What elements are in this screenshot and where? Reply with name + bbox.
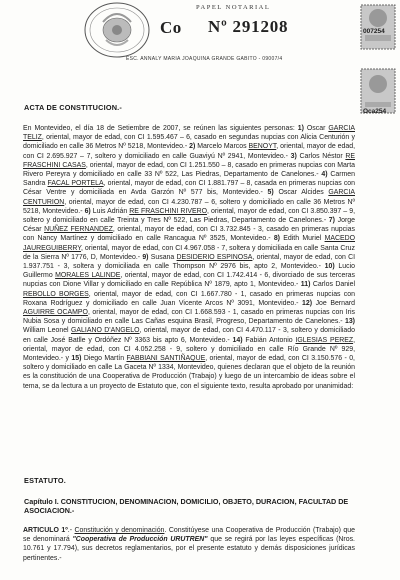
- text-run: Susana: [148, 253, 177, 261]
- text-run: , oriental, mayor de edad, con CI 4.470.117 - 3, soltero y domiciliado en calle José Batlle y Ordóñez Nº 3363 bis apto 6, Montevideo.-: [23, 327, 355, 344]
- text-run: 2): [189, 143, 196, 151]
- text-run: Carlos Daniel: [310, 281, 356, 289]
- text-run: Diego Martín: [81, 355, 127, 363]
- text-run: , oriental, mayor de edad, con CI 1.251.550 – 8, casado en primeras nupcias con Marta Rivero Pereyra y domiciliado en calle 33 Nº 522, Las Piedras, Departamento de Canelones.-: [23, 161, 355, 179]
- text-run: Carmen Sandra: [23, 171, 356, 188]
- person-name: REBOLLO BORGES: [23, 290, 89, 298]
- person-name: IGLESIAS PEREZ: [295, 336, 354, 344]
- estatuto-title: ESTATUTO.: [24, 476, 66, 485]
- text-run: 12): [302, 299, 313, 307]
- text-run: Luis Adrián: [90, 207, 130, 215]
- escribana-line: ESC. ANNALY MARIA JOAQUINA GRANDE GABITO - 09007/4: [126, 56, 283, 62]
- text-run: , oriental, mayor de edad, con CI 3.732.845 - 3, casado en primeras nupcias con Nancy Martínez y domiciliado en calle Rancagua Nº 3525, Montevideo.-: [23, 226, 355, 243]
- text-run: , oriental, mayor de edad, con CI 1.668.593 - 1, casado en primeras nupcias con Iris Nubia Sosa y domiciliado en calle Las Cañas esquina Brasil, Progreso, Departamento de Canelones.-: [23, 309, 355, 326]
- text-run: que se regirá por las leyes específicas (Nros. 10.761 y 17.794), sus decretos reglamentarios, por el presente estatuto y demás disposiciones jurídicas pertinentes.-: [23, 536, 355, 562]
- text-run: , oriental, mayor de edad, con CI 4.967.058 - 7, soltera y domiciliada en calle Santa Cruz de la Sierra Nº 1776, D, Montevideo.-: [23, 244, 355, 261]
- serie-label: Co: [160, 18, 182, 37]
- text-run: , oriental, mayor de edad, con CI 3.850.397 – 9, soltero y domiciliado en calle Treinta y Tres Nº 522, Las Piedras, Departamento de Canelones.-: [23, 207, 356, 225]
- text-run: 14): [232, 336, 243, 344]
- acta-title: ACTA DE CONSTITUCION.-: [24, 103, 123, 112]
- text-run: Joe Bernard: [312, 299, 355, 307]
- text-run: Marcelo Marcos: [195, 143, 249, 151]
- text-run: Carlos Néstor: [296, 152, 346, 160]
- text-run: 13): [344, 318, 355, 326]
- text-run: , oriental, mayor de edad, con CI 1.667.780 - 1, casado en primeras nupcias con Roxana Rodríguez y domiciliado en calle Juan Vicente Arcos Nº 3091, Montevideo.-: [23, 290, 355, 307]
- notarial-seal-icon: [78, 2, 156, 64]
- text-run: 10): [324, 263, 335, 271]
- text-run: , oriental, mayor de edad, con CI 1.937.751 - 3, soltera y domiciliada en calle Thompson Nº 2976 bis, apto 2, Montevideo.-: [23, 253, 356, 271]
- capitulo-title: Capítulo I. CONSTITUCION, DENOMINACION, DOMICILIO, OBJETO, DURACION, FACULTAD DE ASOCIACION.-: [24, 497, 349, 516]
- text-run: Lucio Guillermo: [23, 263, 355, 280]
- person-name: BENOYT: [248, 143, 277, 151]
- text-run: 15): [71, 355, 82, 363]
- text-run: 3): [290, 152, 297, 160]
- person-name: DESIDERIO ESPINOSA: [176, 253, 253, 261]
- text-run: 7): [328, 217, 335, 225]
- person-name: GALIANO D'ANGELO: [71, 327, 140, 335]
- person-name: GARCIA CENTURION: [23, 189, 355, 206]
- text-run: .-: [67, 527, 75, 534]
- text-run: , oriental, mayor de edad, con CI 3.150.576 - 0, soltero y domiciliado en calle La Gaceta Nº 1334, Montevideo, quienes declaran que el objeto de la reunión es la constitución de una Cooperativa de Producción (Trabajo) y luego de un intercambio de ideas sobre el tema, se da lectura a un proyecto de Estatuto que, con el siguiente texto, resulta aprobado por unanimidad:: [23, 355, 355, 390]
- articulo-1: [23, 526, 355, 563]
- text-run: Oscar: [303, 125, 329, 132]
- text-run: , oriental, mayor de edad, con CI 1.595.467 – 6, casado en segundas nupcias con Alicia Centurión y domiciliado en calle 36 Metros Nº 5218, Montevideo.-: [23, 134, 355, 151]
- text-run: . Constitúyese una Cooperativa de Producción (Trabajo) que se denominará: [23, 527, 355, 544]
- text-run: Fabián Antonio: [242, 336, 296, 344]
- person-name: AGUIRRE OCAMPO: [23, 309, 88, 317]
- acta-body: [23, 124, 355, 391]
- text-run: 4): [321, 171, 328, 179]
- text-run: 8): [273, 235, 280, 243]
- text-run: 6): [84, 207, 91, 215]
- text-run: 9): [142, 253, 149, 261]
- document-number: Nº 291208: [208, 17, 289, 36]
- text-run: "Cooperativa de Producción URUTREN": [72, 536, 208, 544]
- person-name: FABBIANI SANTIÑAQUE: [126, 355, 206, 363]
- text-run: En Montevideo, el día 18 de Setiembre de 2007, se reúnen las siguientes personas:: [23, 125, 298, 132]
- text-run: Oscar Alcides: [273, 189, 329, 197]
- person-name: NUÑEZ FERNANDEZ: [44, 226, 113, 234]
- text-run: , oriental, mayor de edad, con CI 2.695.927 – 7, soltero y domiciliado en calle Guaviyú Nº 2941, Montevideo.-: [23, 143, 356, 160]
- text-run: Edith Muriel: [279, 235, 325, 243]
- text-run: , oriental, mayor de edad, con CI 4.052.258 - 9, soltero y domiciliado en calle Río Grande Nº 929, Montevideo.- y: [23, 336, 356, 363]
- text-run: Jorge César: [23, 217, 355, 234]
- person-name: RE FRASCHINI RIVERO: [129, 207, 207, 215]
- text-run: William Leonel: [23, 327, 72, 335]
- person-name: MACEDO JAUREGUIBERRY: [23, 235, 356, 252]
- person-name: FACAL PORTELA: [47, 180, 104, 188]
- revenue-stamp-icon: [360, 4, 396, 50]
- person-name: Constitución y denominación: [74, 527, 165, 534]
- person-name: MORALES LALINDE: [55, 272, 121, 280]
- text-run: 1): [297, 125, 304, 132]
- text-run: 5): [267, 189, 274, 197]
- text-run: 11): [300, 281, 311, 289]
- text-run: , oriental, mayor de edad, con CI 1.742.414 - 6, divorciado de sus terceras nupcias con Dione Villar y domiciliado en calle República Nº 1879, apto 1, Montevideo.-: [23, 272, 355, 289]
- text-run: , oriental, mayor de edad, con CI 4.230.787 – 6, soltero y domiciliado en calle 36 Metros Nº 5218, Montevideo.-: [23, 198, 355, 215]
- stamp-code-top: 007254: [363, 28, 385, 35]
- person-name: RE FRASCHINI CASAS: [23, 152, 356, 169]
- person-name: GARCIA TELIZ: [23, 125, 355, 142]
- text-run: ARTICULO 1º: [23, 527, 68, 534]
- stamp-code-bottom: Oca254: [363, 108, 387, 115]
- text-run: , oriental, mayor de edad, con CI 1.881.797 – 8, casada en primeras nupcias con César Ventre y domiciliada en Avda Garzón Nº 577 bis, Montevideo.-: [23, 180, 356, 197]
- papel-notarial-label: PAPEL NOTARIAL: [196, 4, 271, 11]
